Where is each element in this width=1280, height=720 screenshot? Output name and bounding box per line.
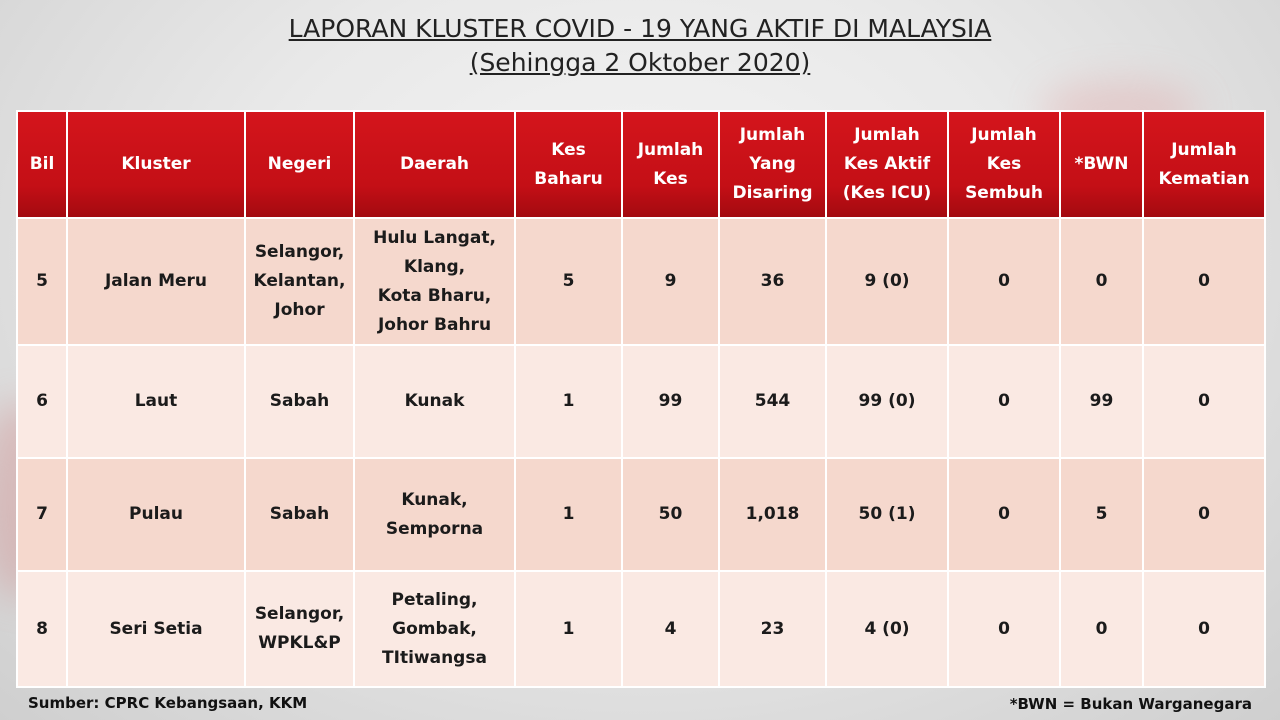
page-title [0, 12, 1280, 80]
header-bil: Bil [17, 111, 67, 218]
header-kes-sembuh: Jumlah Kes Sembuh [948, 111, 1060, 218]
cell-negeri: Selangor, Kelantan, Johor [245, 218, 354, 345]
cell-bil: 8 [17, 571, 67, 687]
table-header-row [17, 111, 1265, 218]
cell-bwn: 0 [1060, 218, 1143, 345]
header-jumlah-kes: Jumlah Kes [622, 111, 719, 218]
cell-bwn: 99 [1060, 345, 1143, 458]
title-line-1: LAPORAN KLUSTER COVID - 19 YANG AKTIF DI MALAYSIA [288, 14, 992, 43]
header-bwn: *BWN [1060, 111, 1143, 218]
cell-kes-baharu: 1 [515, 458, 622, 571]
header-jumlah-disaring: Jumlah Yang Disaring [719, 111, 826, 218]
cell-sembuh: 0 [948, 218, 1060, 345]
header-kluster: Kluster [67, 111, 245, 218]
cell-kes-aktif: 50 (1) [826, 458, 948, 571]
cell-kematian: 0 [1143, 458, 1265, 571]
table-row [17, 571, 1265, 687]
cell-kes-baharu: 1 [515, 345, 622, 458]
cell-kes-aktif: 4 (0) [826, 571, 948, 687]
cell-disaring: 544 [719, 345, 826, 458]
cell-jumlah-kes: 9 [622, 218, 719, 345]
cell-negeri: Sabah [245, 458, 354, 571]
cell-kematian: 0 [1143, 345, 1265, 458]
header-kes-aktif: Jumlah Kes Aktif (Kes ICU) [826, 111, 948, 218]
header-negeri: Negeri [245, 111, 354, 218]
cell-daerah: Petaling, Gombak, TItiwangsa [354, 571, 515, 687]
source-note: Sumber: CPRC Kebangsaan, KKM [28, 694, 308, 712]
cell-kluster: Seri Setia [67, 571, 245, 687]
header-kes-baharu: Kes Baharu [515, 111, 622, 218]
cell-bwn: 5 [1060, 458, 1143, 571]
cell-kematian: 0 [1143, 571, 1265, 687]
cluster-table [16, 110, 1266, 688]
cell-kematian: 0 [1143, 218, 1265, 345]
cell-sembuh: 0 [948, 345, 1060, 458]
cell-sembuh: 0 [948, 458, 1060, 571]
header-kematian: Jumlah Kematian [1143, 111, 1265, 218]
cell-kluster: Jalan Meru [67, 218, 245, 345]
cell-kluster: Pulau [67, 458, 245, 571]
table-row [17, 218, 1265, 345]
cell-disaring: 23 [719, 571, 826, 687]
cell-kes-baharu: 5 [515, 218, 622, 345]
cell-kes-baharu: 1 [515, 571, 622, 687]
cell-bil: 7 [17, 458, 67, 571]
bwn-footnote: *BWN = Bukan Warganegara [1009, 695, 1252, 713]
cell-jumlah-kes: 50 [622, 458, 719, 571]
cell-bil: 5 [17, 218, 67, 345]
title-line-2: (Sehingga 2 Oktober 2020) [469, 48, 811, 77]
header-daerah: Daerah [354, 111, 515, 218]
cell-disaring: 1,018 [719, 458, 826, 571]
cell-daerah: Hulu Langat, Klang, Kota Bharu, Johor Bahru [354, 218, 515, 345]
cell-jumlah-kes: 99 [622, 345, 719, 458]
cell-disaring: 36 [719, 218, 826, 345]
cell-sembuh: 0 [948, 571, 1060, 687]
cell-kes-aktif: 9 (0) [826, 218, 948, 345]
cell-daerah: Kunak, Semporna [354, 458, 515, 571]
table-row [17, 458, 1265, 571]
cell-negeri: Selangor, WPKL&P [245, 571, 354, 687]
table-row [17, 345, 1265, 458]
cell-bwn: 0 [1060, 571, 1143, 687]
cell-kes-aktif: 99 (0) [826, 345, 948, 458]
cell-kluster: Laut [67, 345, 245, 458]
cell-negeri: Sabah [245, 345, 354, 458]
cell-jumlah-kes: 4 [622, 571, 719, 687]
cell-bil: 6 [17, 345, 67, 458]
cell-daerah: Kunak [354, 345, 515, 458]
